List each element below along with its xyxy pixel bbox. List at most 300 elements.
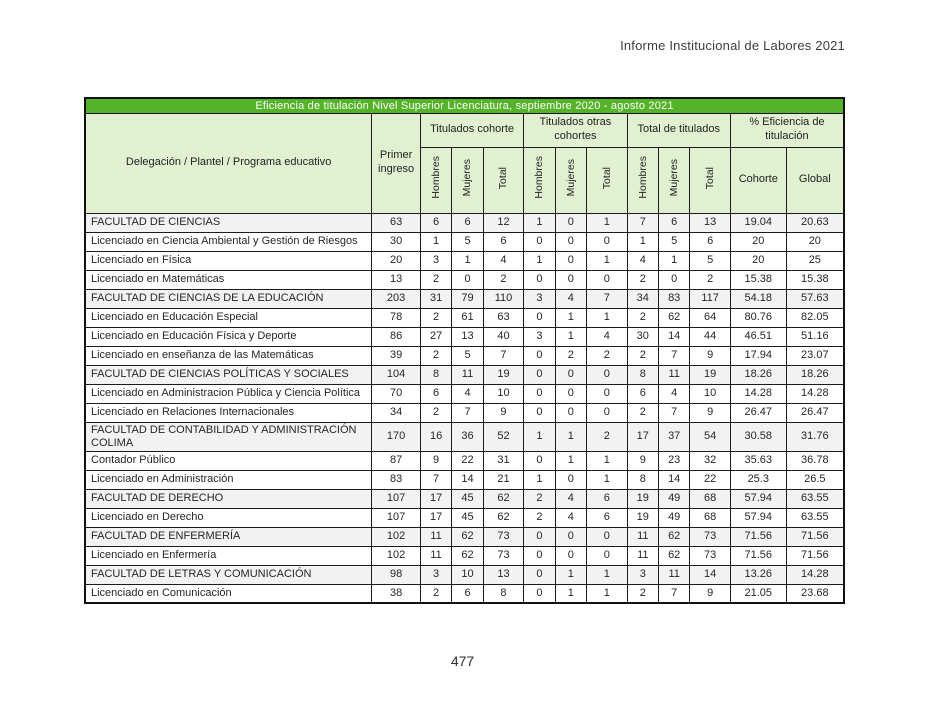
row-value: 1	[555, 584, 586, 603]
row-value: 34	[627, 289, 658, 308]
row-value: 14	[690, 565, 731, 584]
rotated-label: Mujeres	[667, 158, 680, 197]
row-value: 0	[524, 403, 555, 422]
row-value: 2	[420, 308, 451, 327]
row-value: 22	[452, 451, 483, 470]
table-row	[85, 584, 844, 603]
row-value: 0	[452, 270, 483, 289]
row-value: 2	[420, 270, 451, 289]
row-value: 16	[420, 422, 451, 451]
row-value: 23.68	[786, 584, 844, 603]
row-value: 5	[658, 232, 689, 251]
table-row	[85, 451, 844, 470]
row-value: 45	[452, 508, 483, 527]
row-label: FACULTAD DE DERECHO	[85, 489, 372, 508]
row-value: 9	[690, 403, 731, 422]
row-value: 63	[372, 213, 421, 232]
row-label: Licenciado en Ciencia Ambiental y Gestión de Riesgos	[85, 232, 372, 251]
sub-header-cohorte: Cohorte	[730, 147, 786, 213]
row-label: Licenciado en Administracion Pública y Ciencia Política	[85, 384, 372, 403]
row-value: 17	[420, 508, 451, 527]
sub-header-mujeres-total	[658, 147, 689, 213]
row-value: 49	[658, 489, 689, 508]
row-value: 57.94	[730, 508, 786, 527]
row-value: 18.26	[786, 365, 844, 384]
row-label: Licenciado en Educación Física y Deporte	[85, 327, 372, 346]
row-value: 82.05	[786, 308, 844, 327]
row-label: Licenciado en Matemáticas	[85, 270, 372, 289]
row-value: 107	[372, 489, 421, 508]
row-value: 18.26	[730, 365, 786, 384]
row-value: 9	[483, 403, 524, 422]
row-value: 30.58	[730, 422, 786, 451]
row-value: 40	[483, 327, 524, 346]
rotated-label: Mujeres	[564, 158, 577, 197]
row-value: 31	[420, 289, 451, 308]
row-value: 0	[587, 546, 628, 565]
row-value: 13	[690, 213, 731, 232]
row-value: 14	[452, 470, 483, 489]
table-title-row	[85, 98, 844, 113]
table-row	[85, 270, 844, 289]
row-value: 80.76	[730, 308, 786, 327]
row-value: 2	[627, 270, 658, 289]
row-value: 7	[627, 213, 658, 232]
row-value: 1	[555, 451, 586, 470]
row-value: 71.56	[730, 527, 786, 546]
row-label: Licenciado en Administración	[85, 470, 372, 489]
row-value: 2	[524, 489, 555, 508]
row-value: 6	[587, 489, 628, 508]
row-value: 7	[587, 289, 628, 308]
row-value: 1	[555, 565, 586, 584]
row-value: 4	[555, 289, 586, 308]
row-value: 19	[483, 365, 524, 384]
row-value: 1	[555, 308, 586, 327]
row-value: 14	[658, 327, 689, 346]
row-value: 20.63	[786, 213, 844, 232]
rotated-label: Mujeres	[461, 158, 474, 197]
row-value: 54.18	[730, 289, 786, 308]
row-value: 11	[627, 527, 658, 546]
row-value: 0	[524, 584, 555, 603]
row-value: 31.76	[786, 422, 844, 451]
sub-header-mujeres-otras	[555, 147, 586, 213]
row-value: 1	[524, 422, 555, 451]
row-value: 2	[627, 308, 658, 327]
row-value: 1	[524, 470, 555, 489]
row-value: 73	[483, 546, 524, 565]
sub-header-hombres-otras	[524, 147, 555, 213]
row-value: 7	[658, 584, 689, 603]
row-label: FACULTAD DE CONTABILIDAD Y ADMINISTRACIÓN COLIMA	[85, 422, 372, 451]
row-value: 7	[658, 346, 689, 365]
row-value: 83	[658, 289, 689, 308]
row-value: 1	[587, 308, 628, 327]
row-value: 7	[420, 470, 451, 489]
row-value: 0	[524, 270, 555, 289]
row-value: 70	[372, 384, 421, 403]
row-value: 21	[483, 470, 524, 489]
sub-header-mujeres-cohorte	[452, 147, 483, 213]
group-header-titulados-otras-cohortes: Titulados otras cohortes	[524, 113, 627, 147]
row-value: 1	[524, 251, 555, 270]
row-value: 0	[555, 365, 586, 384]
table-body	[85, 213, 844, 603]
row-value: 10	[483, 384, 524, 403]
row-value: 87	[372, 451, 421, 470]
row-value: 6	[452, 213, 483, 232]
row-value: 6	[420, 213, 451, 232]
rotated-label: Total	[703, 166, 716, 189]
row-value: 22	[690, 470, 731, 489]
row-value: 64	[690, 308, 731, 327]
row-value: 117	[690, 289, 731, 308]
row-value: 203	[372, 289, 421, 308]
row-value: 107	[372, 508, 421, 527]
row-value: 1	[420, 232, 451, 251]
row-value: 25	[786, 251, 844, 270]
row-value: 0	[555, 546, 586, 565]
row-value: 49	[658, 508, 689, 527]
row-value: 0	[524, 365, 555, 384]
row-value: 0	[555, 384, 586, 403]
row-value: 1	[452, 251, 483, 270]
row-value: 14	[658, 470, 689, 489]
row-value: 35.63	[730, 451, 786, 470]
row-value: 6	[587, 508, 628, 527]
table-row	[85, 251, 844, 270]
row-label: Licenciado en Física	[85, 251, 372, 270]
row-value: 20	[730, 251, 786, 270]
row-value: 0	[555, 270, 586, 289]
row-value: 8	[627, 365, 658, 384]
table-row	[85, 289, 844, 308]
sub-header-global: Global	[786, 147, 844, 213]
row-value: 3	[627, 565, 658, 584]
row-value: 13	[483, 565, 524, 584]
row-value: 1	[658, 251, 689, 270]
row-value: 2	[627, 584, 658, 603]
row-value: 1	[524, 213, 555, 232]
group-header-total-titulados: Total de titulados	[627, 113, 730, 147]
table-row	[85, 384, 844, 403]
row-value: 63.55	[786, 489, 844, 508]
row-value: 12	[483, 213, 524, 232]
row-value: 2	[524, 508, 555, 527]
row-label: Licenciado en enseñanza de las Matemáticas	[85, 346, 372, 365]
table-row	[85, 565, 844, 584]
row-value: 68	[690, 508, 731, 527]
column-header-programa: Delegación / Plantel / Programa educativo	[85, 113, 372, 213]
row-label: Licenciado en Educación Especial	[85, 308, 372, 327]
table-row	[85, 346, 844, 365]
row-value: 0	[587, 365, 628, 384]
row-value: 6	[452, 584, 483, 603]
sub-header-total-cohorte	[483, 147, 524, 213]
row-value: 25.3	[730, 470, 786, 489]
row-value: 1	[555, 327, 586, 346]
row-value: 30	[627, 327, 658, 346]
row-value: 62	[658, 527, 689, 546]
row-value: 3	[420, 565, 451, 584]
row-value: 13	[372, 270, 421, 289]
row-value: 4	[555, 508, 586, 527]
row-value: 0	[587, 403, 628, 422]
row-value: 2	[420, 403, 451, 422]
group-header-row	[85, 113, 844, 147]
row-value: 0	[658, 270, 689, 289]
row-value: 8	[420, 365, 451, 384]
row-value: 71.56	[786, 527, 844, 546]
row-value: 11	[420, 546, 451, 565]
row-value: 9	[690, 584, 731, 603]
row-value: 4	[658, 384, 689, 403]
row-value: 20	[786, 232, 844, 251]
row-value: 51.16	[786, 327, 844, 346]
group-header-eficiencia: % Eficiencia de titulación	[730, 113, 844, 147]
row-value: 4	[483, 251, 524, 270]
row-value: 20	[730, 232, 786, 251]
row-value: 54	[690, 422, 731, 451]
row-value: 1	[587, 451, 628, 470]
group-header-titulados-cohorte: Titulados cohorte	[420, 113, 523, 147]
row-value: 7	[483, 346, 524, 365]
row-value: 73	[690, 546, 731, 565]
row-value: 1	[587, 213, 628, 232]
row-value: 19	[627, 489, 658, 508]
column-header-primer-ingreso: Primer ingreso	[372, 113, 421, 213]
row-label: FACULTAD DE CIENCIAS	[85, 213, 372, 232]
row-value: 71.56	[786, 546, 844, 565]
row-value: 20	[372, 251, 421, 270]
row-value: 0	[524, 346, 555, 365]
row-value: 62	[483, 489, 524, 508]
table-row	[85, 527, 844, 546]
row-value: 9	[627, 451, 658, 470]
row-value: 170	[372, 422, 421, 451]
row-value: 5	[452, 232, 483, 251]
row-value: 0	[524, 546, 555, 565]
row-value: 13.26	[730, 565, 786, 584]
sub-header-hombres-cohorte	[420, 147, 451, 213]
row-value: 36	[452, 422, 483, 451]
row-value: 0	[524, 384, 555, 403]
row-value: 7	[658, 403, 689, 422]
row-value: 2	[555, 346, 586, 365]
row-value: 14.28	[730, 384, 786, 403]
row-value: 7	[452, 403, 483, 422]
row-value: 0	[587, 232, 628, 251]
row-value: 79	[452, 289, 483, 308]
table-title: Eficiencia de titulación Nivel Superior Licenciatura, septiembre 2020 - agosto 2021	[85, 98, 844, 113]
row-value: 0	[524, 232, 555, 251]
row-value: 11	[658, 565, 689, 584]
row-label: Licenciado en Enfermería	[85, 546, 372, 565]
table-row	[85, 489, 844, 508]
row-value: 34	[372, 403, 421, 422]
row-value: 10	[690, 384, 731, 403]
row-value: 11	[658, 365, 689, 384]
row-value: 19	[627, 508, 658, 527]
row-value: 9	[420, 451, 451, 470]
row-value: 0	[555, 232, 586, 251]
row-value: 78	[372, 308, 421, 327]
row-value: 0	[587, 270, 628, 289]
rotated-label: Hombres	[636, 156, 649, 199]
row-value: 102	[372, 546, 421, 565]
row-value: 62	[658, 546, 689, 565]
table-row	[85, 308, 844, 327]
row-label: Licenciado en Derecho	[85, 508, 372, 527]
table-row	[85, 365, 844, 384]
row-value: 68	[690, 489, 731, 508]
row-value: 26.47	[786, 403, 844, 422]
table-row	[85, 470, 844, 489]
row-value: 44	[690, 327, 731, 346]
row-value: 31	[483, 451, 524, 470]
sub-header-total-total	[690, 147, 731, 213]
row-value: 0	[524, 451, 555, 470]
row-value: 6	[627, 384, 658, 403]
row-value: 5	[690, 251, 731, 270]
row-value: 0	[555, 213, 586, 232]
table-row	[85, 232, 844, 251]
row-value: 6	[658, 213, 689, 232]
row-value: 26.47	[730, 403, 786, 422]
row-value: 46.51	[730, 327, 786, 346]
row-value: 14.28	[786, 384, 844, 403]
row-value: 2	[587, 422, 628, 451]
row-value: 73	[483, 527, 524, 546]
row-value: 0	[555, 470, 586, 489]
row-value: 62	[452, 546, 483, 565]
row-value: 6	[690, 232, 731, 251]
row-value: 11	[420, 527, 451, 546]
row-value: 21.05	[730, 584, 786, 603]
row-value: 86	[372, 327, 421, 346]
row-value: 3	[420, 251, 451, 270]
row-value: 8	[483, 584, 524, 603]
row-value: 36.78	[786, 451, 844, 470]
row-value: 2	[420, 584, 451, 603]
running-header: Informe Institucional de Labores 2021	[620, 38, 845, 53]
titulation-efficiency-table	[84, 97, 845, 604]
row-value: 2	[587, 346, 628, 365]
row-value: 4	[555, 489, 586, 508]
row-value: 2	[627, 403, 658, 422]
row-value: 14.28	[786, 565, 844, 584]
row-value: 3	[524, 327, 555, 346]
rotated-label: Total	[497, 166, 510, 189]
row-value: 17.94	[730, 346, 786, 365]
row-value: 13	[452, 327, 483, 346]
row-value: 2	[690, 270, 731, 289]
row-value: 9	[690, 346, 731, 365]
sub-header-hombres-total	[627, 147, 658, 213]
row-value: 23	[658, 451, 689, 470]
rotated-label: Hombres	[429, 156, 442, 199]
row-value: 5	[452, 346, 483, 365]
row-value: 4	[587, 327, 628, 346]
row-value: 27	[420, 327, 451, 346]
row-value: 83	[372, 470, 421, 489]
row-value: 23.07	[786, 346, 844, 365]
row-value: 17	[420, 489, 451, 508]
row-value: 6	[420, 384, 451, 403]
row-value: 0	[524, 565, 555, 584]
titulation-table-container	[84, 97, 845, 604]
row-value: 71.56	[730, 546, 786, 565]
row-value: 19.04	[730, 213, 786, 232]
row-value: 10	[452, 565, 483, 584]
row-value: 1	[587, 470, 628, 489]
row-value: 37	[658, 422, 689, 451]
row-value: 45	[452, 489, 483, 508]
row-value: 57.63	[786, 289, 844, 308]
row-value: 15.38	[786, 270, 844, 289]
row-value: 1	[555, 422, 586, 451]
row-label: FACULTAD DE CIENCIAS POLÍTICAS Y SOCIALES	[85, 365, 372, 384]
row-value: 17	[627, 422, 658, 451]
row-label: FACULTAD DE LETRAS Y COMUNICACIÓN	[85, 565, 372, 584]
row-value: 61	[452, 308, 483, 327]
rotated-label: Total	[600, 166, 613, 189]
table-row	[85, 508, 844, 527]
row-value: 3	[524, 289, 555, 308]
sub-header-total-otras	[587, 147, 628, 213]
row-value: 39	[372, 346, 421, 365]
row-value: 110	[483, 289, 524, 308]
row-label: Licenciado en Relaciones Internacionales	[85, 403, 372, 422]
row-value: 63	[483, 308, 524, 327]
table-row	[85, 327, 844, 346]
row-value: 6	[483, 232, 524, 251]
row-value: 4	[627, 251, 658, 270]
row-value: 0	[555, 251, 586, 270]
row-value: 1	[587, 565, 628, 584]
row-value: 62	[452, 527, 483, 546]
row-label: Licenciado en Comunicación	[85, 584, 372, 603]
row-value: 30	[372, 232, 421, 251]
row-value: 15.38	[730, 270, 786, 289]
row-value: 0	[555, 527, 586, 546]
rotated-label: Hombres	[533, 156, 546, 199]
row-value: 1	[587, 584, 628, 603]
row-value: 0	[524, 308, 555, 327]
row-label: FACULTAD DE ENFERMERÍA	[85, 527, 372, 546]
row-value: 62	[483, 508, 524, 527]
row-value: 0	[524, 527, 555, 546]
row-value: 11	[452, 365, 483, 384]
table-header	[85, 98, 844, 213]
row-value: 62	[658, 308, 689, 327]
row-value: 2	[420, 346, 451, 365]
row-value: 32	[690, 451, 731, 470]
table-row	[85, 213, 844, 232]
row-value: 102	[372, 527, 421, 546]
row-value: 57.94	[730, 489, 786, 508]
row-value: 63.55	[786, 508, 844, 527]
row-value: 11	[627, 546, 658, 565]
row-value: 4	[452, 384, 483, 403]
row-label: FACULTAD DE CIENCIAS DE LA EDUCACIÓN	[85, 289, 372, 308]
row-value: 0	[555, 403, 586, 422]
table-row	[85, 546, 844, 565]
table-row	[85, 403, 844, 422]
row-value: 0	[587, 384, 628, 403]
row-label: Contador Público	[85, 451, 372, 470]
